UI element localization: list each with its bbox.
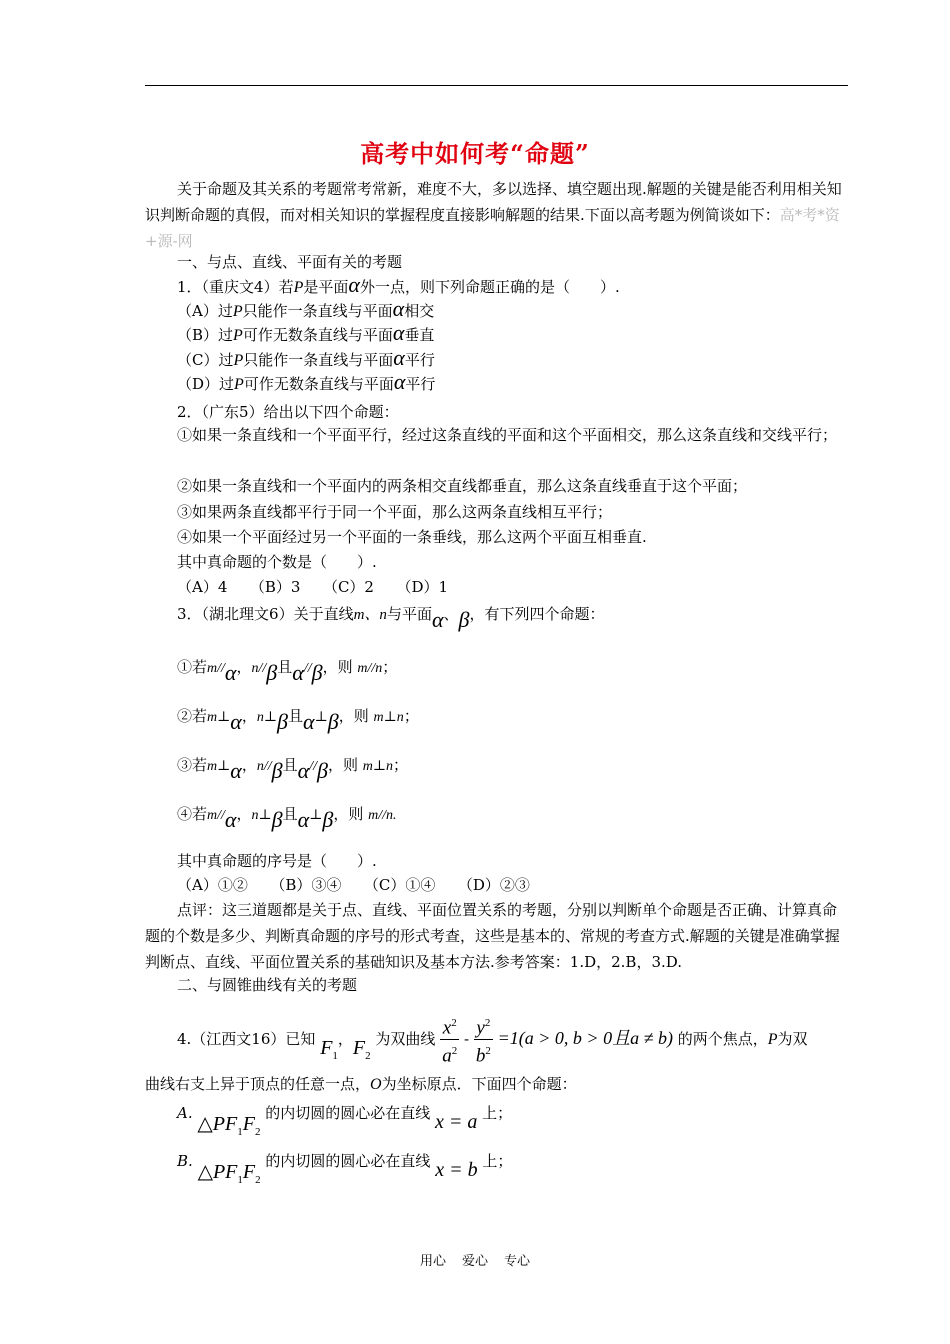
- header-rule: [145, 85, 848, 86]
- q1-option-a: （A）过P只能作一条直线与平面α相交: [177, 296, 435, 321]
- q1-option-c: （C）过P只能作一条直线与平面α平行: [177, 345, 435, 370]
- page-title: 高考中如何考“命题”: [360, 139, 590, 168]
- comment-paragraph: 点评：这三道题都是关于点、直线、平面位置关系的考题，分别以判断单个命题是否正确、计算真命题的个数是多少、判断真命题的序号的形式考查，这些是基本的、常规的考查方式.解题的关键是准确掌握判断点、直线、平面位置关系的基础知识及基本方法.参考答案：1.D，2.B，3.D.: [145, 901, 840, 971]
- q3-prop-1: ①若m//α，n//β且α//β，则 m//n；: [177, 658, 398, 685]
- q3-prop-2: ②若m⊥α，n⊥β且α⊥β，则 m⊥n；: [177, 707, 419, 734]
- q4-option-b: B. $\triangle PF_1F_2$ 的内切圆的圆心必在直线 x = b 上；: [177, 1152, 513, 1186]
- intro-text: 关于命题及其关系的考题常考常新，难度不大，多以选择、填空题出现.解题的关键是能否利用相关知识判断命题的真假，而对相关知识的掌握程度直接影响解题的结果.下面以高考题为例简谈如下：: [145, 180, 842, 224]
- x2-over-a2: $\frac{x^2}{a^2}$: [440, 1012, 459, 1068]
- q1-option-d: （D）过P可作无数条直线与平面α平行: [177, 369, 436, 394]
- q3-options: （A）①② （B）③④ （C）①④ （D）②③: [177, 876, 530, 894]
- q1-option-b: （B）过P可作无数条直线与平面α垂直: [177, 320, 435, 345]
- q3-stem: 3．（湖北理文6）关于直线m、n与平面α、β，有下列四个命题：: [177, 605, 605, 632]
- q2-prop-1: ①如果一条直线和一个平面平行，经过这条直线的平面和这个平面相交，那么这条直线和交线平行；: [177, 426, 838, 444]
- section-1-heading: 一、与点、直线、平面有关的考题: [177, 253, 403, 271]
- watermark: 高*考*资+源-网: [145, 206, 840, 250]
- q4-line-2: 曲线右支上异于顶点的任意一点，O为坐标原点．下面四个命题：: [145, 1075, 577, 1093]
- q2-prop-2: ②如果一条直线和一个平面内的两条相交直线都垂直，那么这条直线垂直于这个平面；: [177, 477, 748, 495]
- q3-prop-3: ③若m⊥α，n//β且α//β，则 m⊥n；: [177, 756, 409, 783]
- q2-options: （A）4 （B）3 （C）2 （D）1: [177, 578, 449, 596]
- q4-option-a: A. $\triangle PF_1F_2$ 的内切圆的圆心必在直线 x = a 上；: [177, 1104, 513, 1138]
- q3-ask: 其中真命题的序号是（ ）.: [177, 852, 377, 870]
- section-2-heading: 二、与圆锥曲线有关的考题: [177, 976, 358, 994]
- page-footer: 用心 爱心 专心: [419, 1254, 531, 1269]
- q2-stem: 2．（广东5）给出以下四个命题：: [177, 403, 399, 421]
- q1-stem: 1．（重庆文4）若P是平面α外一点，则下列命题正确的是（ ）.: [177, 272, 620, 297]
- intro-paragraph: [145, 176, 849, 254]
- q3-prop-4: ④若m//α，n⊥β且α⊥β，则 m//n.: [177, 805, 397, 832]
- y2-over-b2: $\frac{y^2}{b^2}$: [474, 1012, 493, 1068]
- q2-prop-4: ④如果一个平面经过另一个平面的一条垂线，那么这两个平面互相垂直.: [177, 528, 647, 546]
- q4-stem: 4.（江西文16）已知 $F_1$，$F_2$ 为双曲线 $\frac{x^2}{a^2}$ - $\frac{y^2}{b^2}$ =1(a > 0, b > 0且a ≠ b) 的两个焦点，P为双: [177, 1012, 808, 1062]
- q2-prop-3: ③如果两条直线都平行于同一个平面，那么这两条直线相互平行；: [177, 503, 613, 521]
- q2-ask: 其中真命题的个数是（ ）.: [177, 553, 377, 571]
